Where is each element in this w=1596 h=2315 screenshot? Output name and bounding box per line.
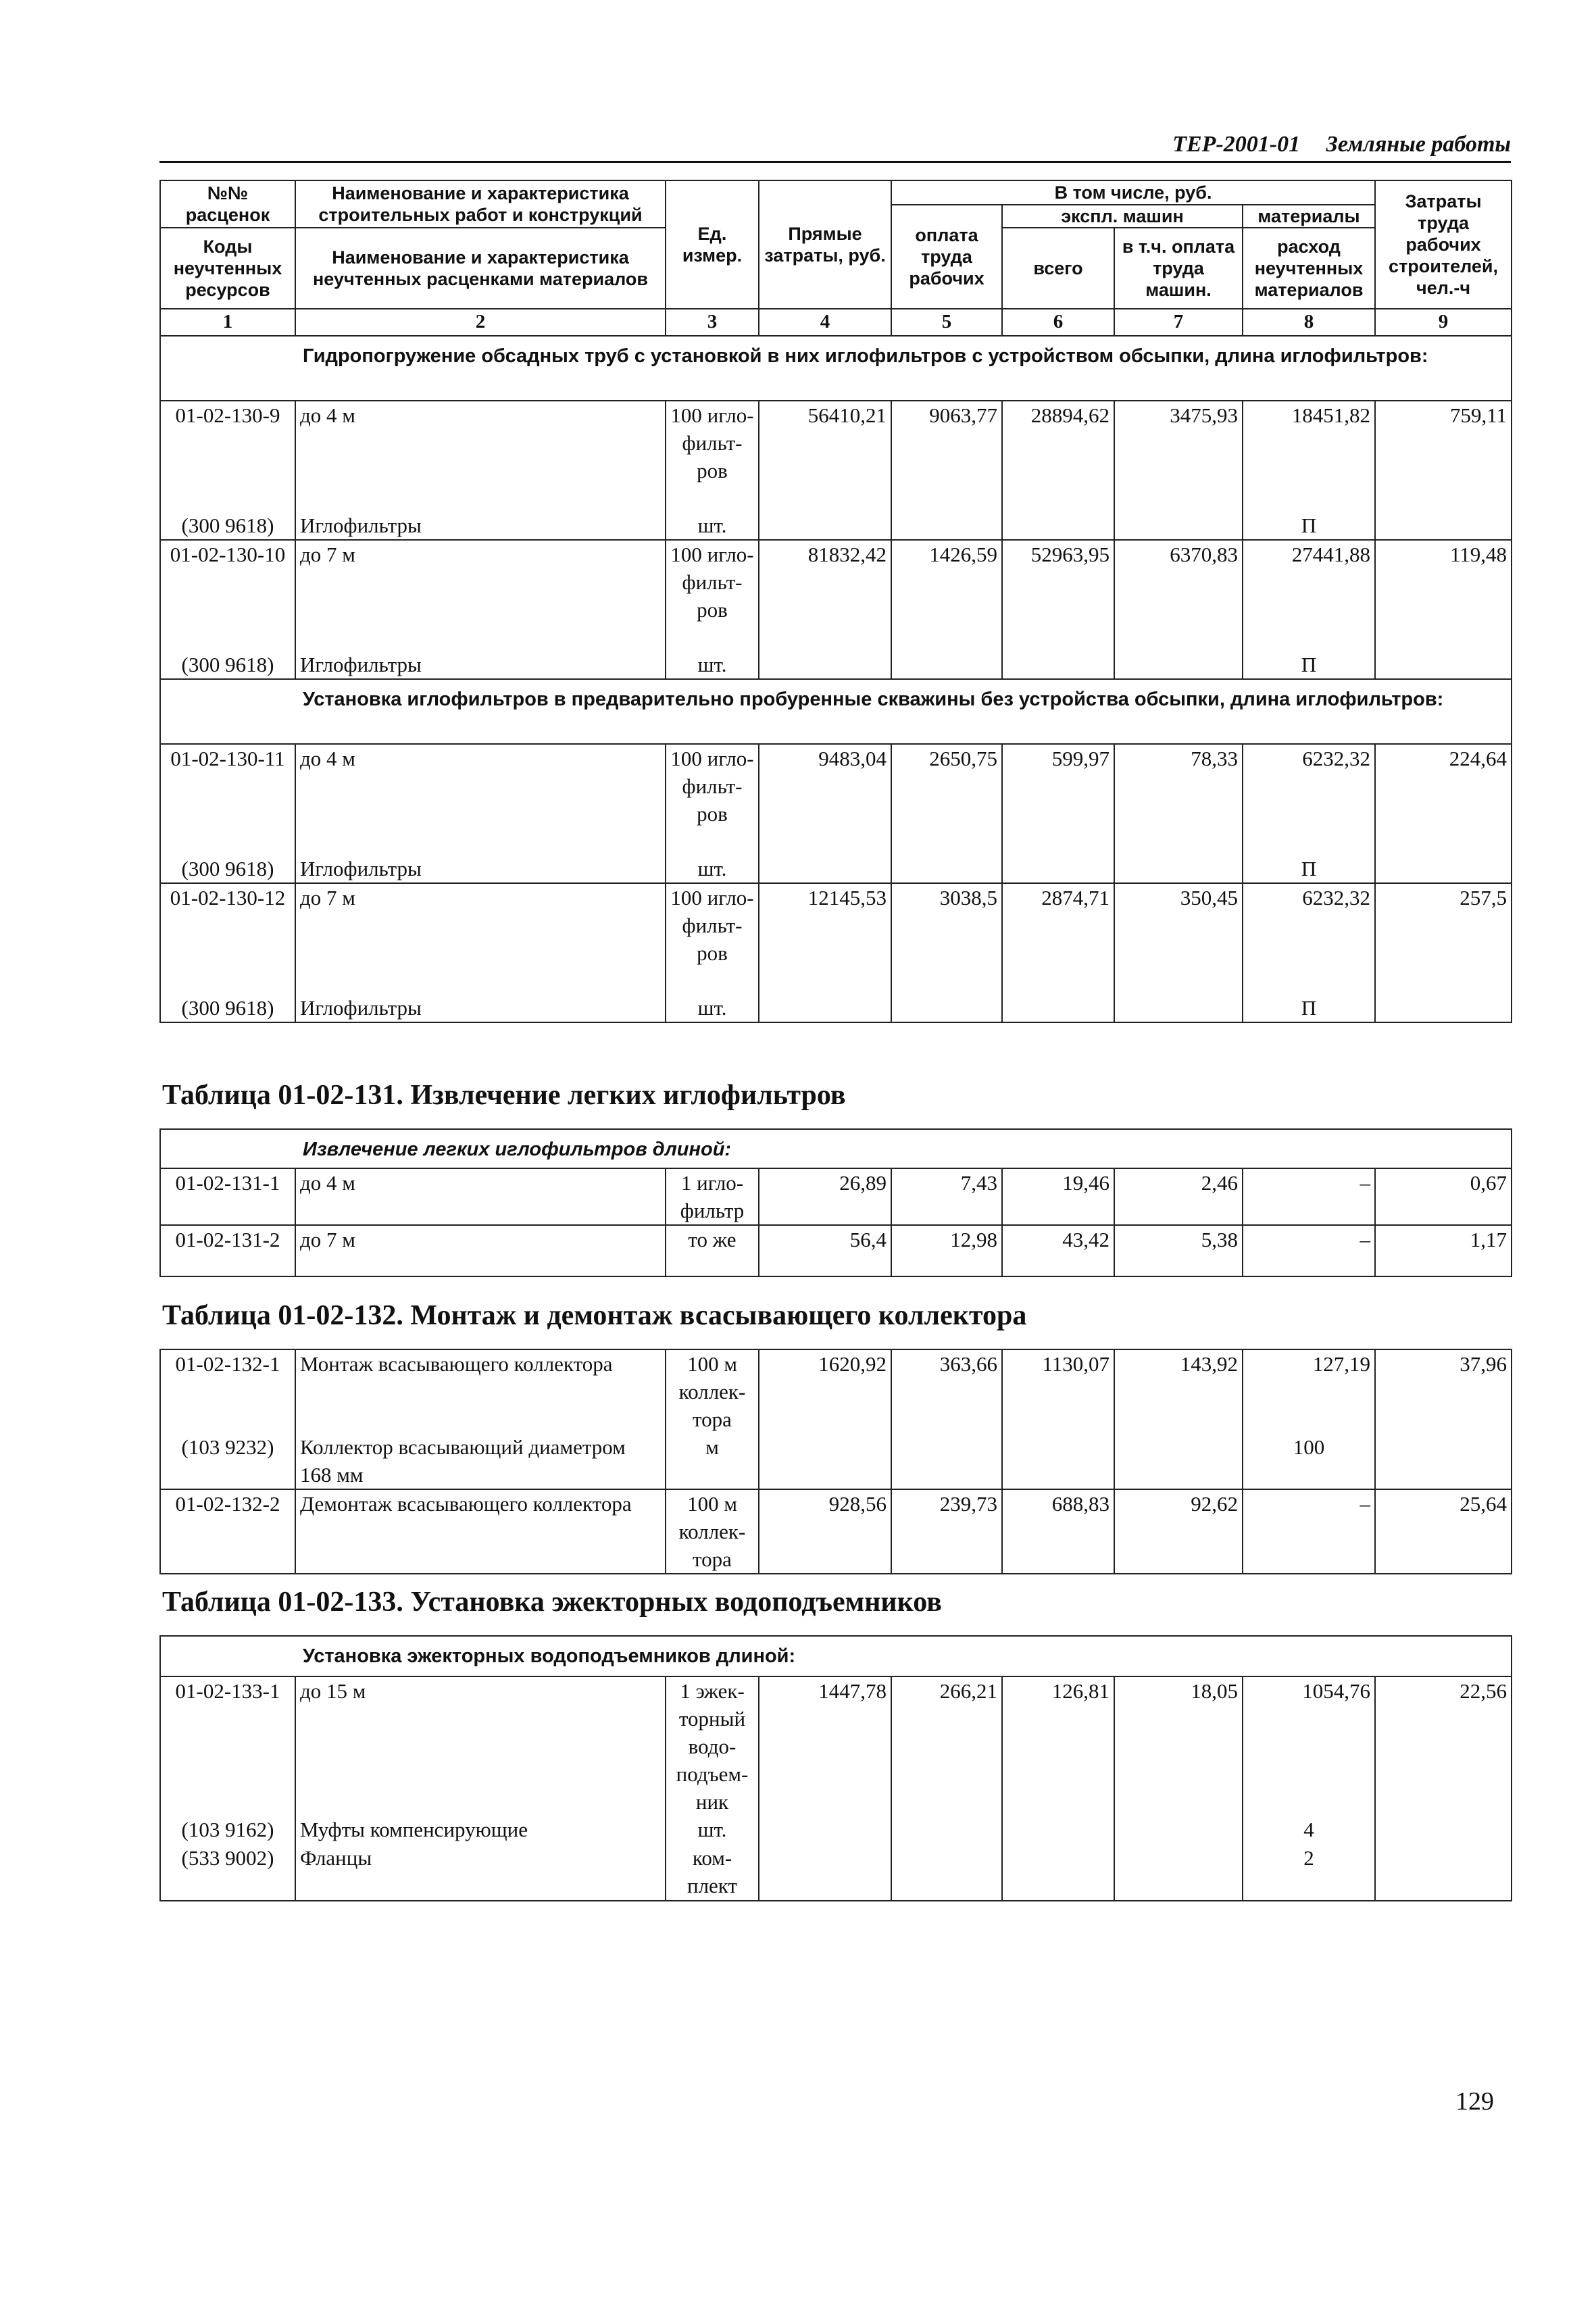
- table-131: [159, 1128, 1512, 1277]
- col-number: 7: [1114, 309, 1243, 336]
- resource-name: Иглофильтры: [295, 855, 666, 883]
- labor-cost: 9063,77: [891, 401, 1002, 512]
- col1-header-top: №№ расценок: [160, 180, 295, 228]
- direct-cost: 1447,78: [759, 1676, 891, 1816]
- work-name: до 7 м: [295, 540, 666, 651]
- resource-unit: шт.: [666, 651, 759, 679]
- machine-cost: 688,83: [1002, 1489, 1114, 1574]
- labor-cost: 239,73: [891, 1489, 1002, 1574]
- labor-hours: 25,64: [1375, 1489, 1512, 1574]
- machine-labor-cost: 143,92: [1114, 1349, 1243, 1433]
- rate-code: 01-02-133-1: [160, 1676, 295, 1816]
- machine-labor-cost: 78,33: [1114, 744, 1243, 855]
- rate-code: 01-02-132-2: [160, 1489, 295, 1574]
- material-cost: 1054,76: [1243, 1676, 1375, 1816]
- material-cost: –: [1243, 1489, 1375, 1574]
- col-number: 6: [1002, 309, 1114, 336]
- resource-name: Коллектор всасывающий диаметром 168 мм: [295, 1433, 666, 1489]
- unit: то же: [666, 1225, 759, 1276]
- direct-cost: 56,4: [759, 1225, 891, 1276]
- unit: 100 игло-фильт-ров: [666, 744, 759, 855]
- resource-name: Фланцы: [295, 1844, 666, 1901]
- labor-hours: 22,56: [1375, 1676, 1512, 1816]
- resource-code: (300 9618): [160, 994, 295, 1022]
- labor-cost: 12,98: [891, 1225, 1002, 1276]
- group-heading: Установка иглофильтров в предварительно пробуренные скважины без устройства обсыпки, длина иглофильтров:: [160, 679, 1512, 744]
- rate-code: 01-02-130-11: [160, 744, 295, 855]
- resource-code: (103 9162): [160, 1816, 295, 1844]
- labor-hours: 1,17: [1375, 1225, 1512, 1276]
- running-header: [159, 130, 1511, 163]
- work-name: Демонтаж всасывающего коллектора: [295, 1489, 666, 1574]
- labor-cost: 7,43: [891, 1168, 1002, 1225]
- work-name: до 4 м: [295, 744, 666, 855]
- resource-unit: шт.: [666, 512, 759, 540]
- resource-value: П: [1243, 994, 1375, 1022]
- unit: 100 игло-фильт-ров: [666, 540, 759, 651]
- direct-cost: 81832,42: [759, 540, 891, 651]
- resource-unit: м: [666, 1433, 759, 1489]
- machine-labor-cost: 18,05: [1114, 1676, 1243, 1816]
- work-name: до 15 м: [295, 1676, 666, 1816]
- rate-code: 01-02-130-9: [160, 401, 295, 512]
- materials-header: материалы: [1243, 205, 1375, 228]
- resource-name: Иглофильтры: [295, 512, 666, 540]
- resource-code: (300 9618): [160, 855, 295, 883]
- labor-cost: 363,66: [891, 1349, 1002, 1433]
- machine-cost: 52963,95: [1002, 540, 1114, 651]
- resource-name: Муфты компенсирующие: [295, 1816, 666, 1844]
- col-number: 3: [666, 309, 759, 336]
- group-heading: Извлечение легких иглофильтров длиной:: [160, 1129, 1512, 1168]
- col9-header: Затраты труда рабочих строителей, чел.-ч: [1375, 180, 1512, 309]
- table-130: [159, 180, 1512, 1023]
- col2-header-top: Наименование и характеристика строительных работ и конструкций: [295, 180, 666, 228]
- group-heading: Установка эжекторных водоподъемников длиной:: [160, 1636, 1512, 1676]
- unit: 1 игло-фильтр: [666, 1168, 759, 1225]
- header-code: ТЕР-2001-01: [1172, 132, 1301, 157]
- resource-name: Иглофильтры: [295, 651, 666, 679]
- resource-code: (533 9002): [160, 1844, 295, 1901]
- col1-header-bottom: Коды неучтенных ресурсов: [160, 228, 295, 309]
- col4-header: Прямые затраты, руб.: [759, 180, 891, 309]
- rate-code: 01-02-130-10: [160, 540, 295, 651]
- labor-cost: 1426,59: [891, 540, 1002, 651]
- unit: 100 м коллек-тора: [666, 1489, 759, 1574]
- resource-value: П: [1243, 651, 1375, 679]
- resource-value: 100: [1243, 1433, 1375, 1489]
- col-number: 1: [160, 309, 295, 336]
- work-name: Монтаж всасывающего коллектора: [295, 1349, 666, 1433]
- work-name: до 4 м: [295, 1168, 666, 1225]
- incl-header: В том числе, руб.: [891, 180, 1375, 205]
- resource-unit: шт.: [666, 855, 759, 883]
- resource-code: (300 9618): [160, 651, 295, 679]
- labor-hours: 119,48: [1375, 540, 1512, 651]
- rate-code: 01-02-132-1: [160, 1349, 295, 1433]
- work-name: до 7 м: [295, 1225, 666, 1276]
- machine-labor-cost: 3475,93: [1114, 401, 1243, 512]
- col6-header: всего: [1002, 228, 1114, 309]
- direct-cost: 1620,92: [759, 1349, 891, 1433]
- machine-labor-cost: 5,38: [1114, 1225, 1243, 1276]
- table-133: [159, 1635, 1512, 1901]
- direct-cost: 26,89: [759, 1168, 891, 1225]
- col8-header: расход неучтенных материалов: [1243, 228, 1375, 309]
- labor-hours: 0,67: [1375, 1168, 1512, 1225]
- col-number: 2: [295, 309, 666, 336]
- material-cost: 18451,82: [1243, 401, 1375, 512]
- col3-header: Ед. измер.: [666, 180, 759, 309]
- material-cost: 6232,32: [1243, 744, 1375, 855]
- material-cost: 127,19: [1243, 1349, 1375, 1433]
- unit: 100 м коллек-тора: [666, 1349, 759, 1433]
- machine-labor-cost: 350,45: [1114, 883, 1243, 994]
- unit: 1 эжек-торный водо-подъем-ник: [666, 1676, 759, 1816]
- col7-header: в т.ч. оплата труда машин.: [1114, 228, 1243, 309]
- unit: 100 игло-фильт-ров: [666, 883, 759, 994]
- table-132: [159, 1349, 1512, 1574]
- unit: 100 игло-фильт-ров: [666, 401, 759, 512]
- table-133-caption: Таблица 01-02-133. Установка эжекторных водоподъемников: [162, 1587, 942, 1618]
- material-cost: 27441,88: [1243, 540, 1375, 651]
- machine-cost: 126,81: [1002, 1676, 1114, 1816]
- labor-hours: 759,11: [1375, 401, 1512, 512]
- direct-cost: 928,56: [759, 1489, 891, 1574]
- machine-cost: 28894,62: [1002, 401, 1114, 512]
- rate-code: 01-02-130-12: [160, 883, 295, 994]
- machine-cost: 2874,71: [1002, 883, 1114, 994]
- col-number: 5: [891, 309, 1002, 336]
- col-number: 4: [759, 309, 891, 336]
- machine-cost: 599,97: [1002, 744, 1114, 855]
- machine-labor-cost: 2,46: [1114, 1168, 1243, 1225]
- material-cost: –: [1243, 1225, 1375, 1276]
- work-name: до 4 м: [295, 401, 666, 512]
- labor-cost: 266,21: [891, 1676, 1002, 1816]
- direct-cost: 12145,53: [759, 883, 891, 994]
- col5-header: оплата труда рабочих: [891, 205, 1002, 309]
- machine-cost: 43,42: [1002, 1225, 1114, 1276]
- header-title: Земляные работы: [1326, 132, 1511, 157]
- resource-value: П: [1243, 855, 1375, 883]
- resource-name: Иглофильтры: [295, 994, 666, 1022]
- col2-header-bottom: Наименование и характеристика неучтенных расценками материалов: [295, 228, 666, 309]
- rate-code: 01-02-131-2: [160, 1225, 295, 1276]
- resource-value: 2: [1243, 1844, 1375, 1901]
- col-number: 8: [1243, 309, 1375, 336]
- resource-unit: шт.: [666, 1816, 759, 1844]
- labor-cost: 3038,5: [891, 883, 1002, 994]
- page-number: 129: [1455, 2087, 1494, 2116]
- labor-cost: 2650,75: [891, 744, 1002, 855]
- machines-header: экспл. машин: [1002, 205, 1243, 228]
- col-number: 9: [1375, 309, 1512, 336]
- table-132-caption: Таблица 01-02-132. Монтаж и демонтаж всасывающего коллектора: [162, 1300, 1027, 1331]
- rate-code: 01-02-131-1: [160, 1168, 295, 1225]
- labor-hours: 224,64: [1375, 744, 1512, 855]
- direct-cost: 9483,04: [759, 744, 891, 855]
- labor-hours: 37,96: [1375, 1349, 1512, 1433]
- resource-code: (103 9232): [160, 1433, 295, 1489]
- material-cost: 6232,32: [1243, 883, 1375, 994]
- material-cost: –: [1243, 1168, 1375, 1225]
- labor-hours: 257,5: [1375, 883, 1512, 994]
- machine-labor-cost: 92,62: [1114, 1489, 1243, 1574]
- machine-cost: 19,46: [1002, 1168, 1114, 1225]
- machine-labor-cost: 6370,83: [1114, 540, 1243, 651]
- work-name: до 7 м: [295, 883, 666, 994]
- machine-cost: 1130,07: [1002, 1349, 1114, 1433]
- resource-value: П: [1243, 512, 1375, 540]
- direct-cost: 56410,21: [759, 401, 891, 512]
- table-131-caption: Таблица 01-02-131. Извлечение легких иглофильтров: [162, 1080, 846, 1111]
- resource-unit: шт.: [666, 994, 759, 1022]
- resource-code: (300 9618): [160, 512, 295, 540]
- resource-unit: ком-плект: [666, 1844, 759, 1901]
- group-heading: Гидропогружение обсадных труб с установкой в них иглофильтров с устройством обсыпки, длина иглофильтров:: [160, 336, 1512, 401]
- resource-value: 4: [1243, 1816, 1375, 1844]
